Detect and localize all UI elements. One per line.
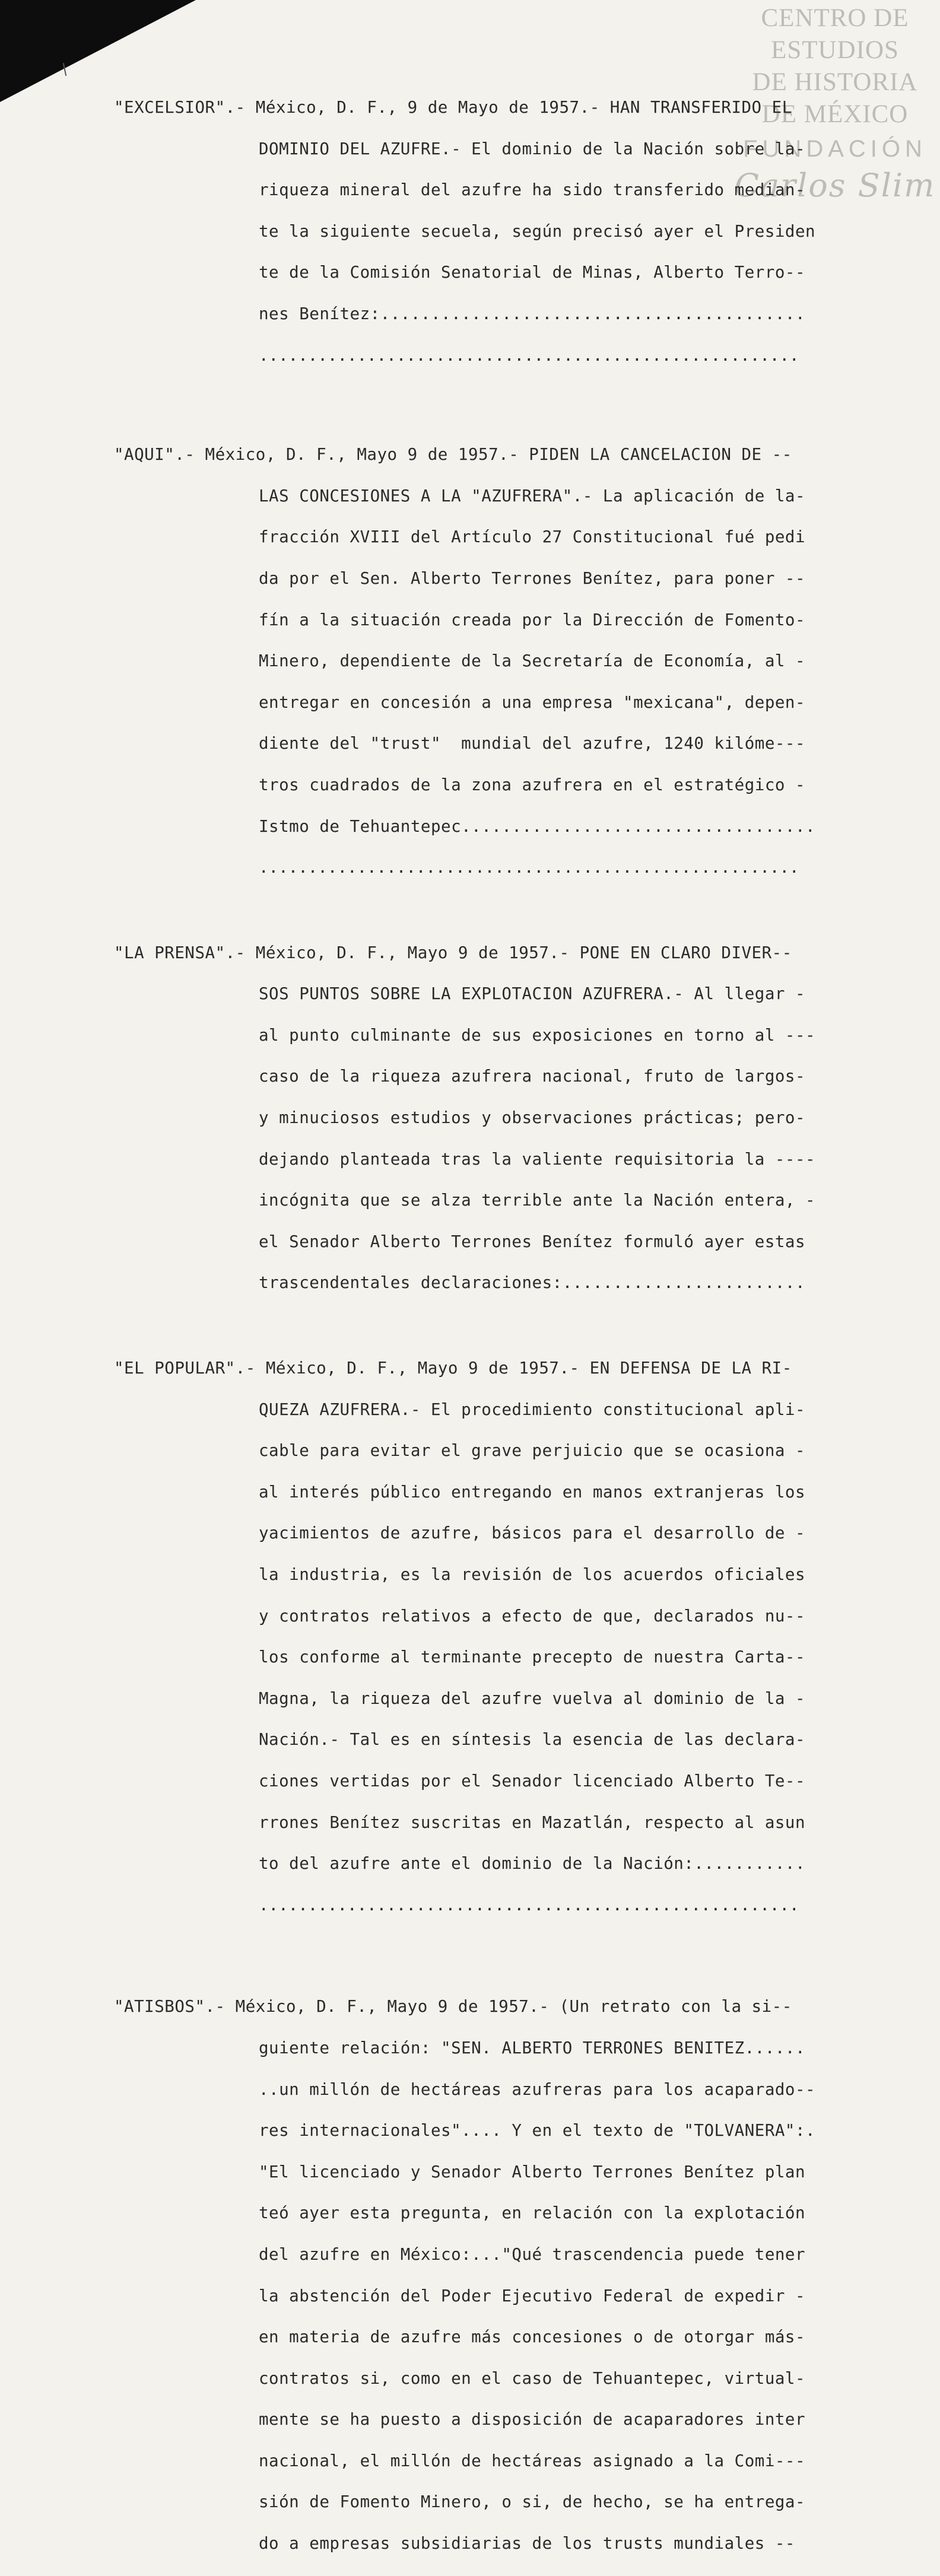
watermark-line: CENTRO DE — [761, 4, 909, 32]
entry-headline: "ATISBOS".- México, D. F., Mayo 9 de 1957.- (Un retrato con la si-- — [114, 1997, 792, 2017]
entry-text-line: del azufre en México:..."Qué trascendencia puede tener — [259, 2244, 806, 2264]
entry-text-line: Minero, dependiente de la Secretaría de Economía, al - — [259, 651, 806, 671]
watermark-signature: Carlos Slim — [734, 167, 936, 204]
entry-text-line: "El licenciado y Senador Alberto Terrones Benítez plan — [259, 2162, 806, 2181]
entry-text-line: los conforme al terminante precepto de nuestra Carta-- — [259, 1648, 806, 1667]
document-body — [0, 76, 940, 2576]
press-entry-aqui — [0, 423, 940, 900]
entry-text-line: la industria, es la revisión de los acuerdos oficiales — [259, 1565, 806, 1584]
watermark-line: ESTUDIOS — [771, 36, 899, 64]
entry-text-line: tros cuadrados de la zona azufrera en el estratégico - — [259, 775, 806, 794]
entry-text-line: te de la Comisión Senatorial de Minas, Alberto Terro-- — [259, 263, 806, 282]
entry-text-line: entregar en concesión a una empresa "mexicana", depen- — [259, 692, 806, 712]
entry-text-line: caso de la riqueza azufrera nacional, fruto de largos- — [259, 1067, 806, 1086]
entry-text-line: Magna, la riqueza del azufre vuelva al dominio de la - — [259, 1688, 806, 1708]
watermark-line: DE MÉXICO — [761, 100, 909, 128]
entry-text-line: ..un millón de hectáreas azufreras para los acaparado-- — [259, 2079, 816, 2099]
entry-text-line: LAS CONCESIONES A LA "AZUFRERA".- La aplicación de la- — [259, 486, 806, 505]
entry-headline: "EL POPULAR".- México, D. F., Mayo 9 de 1957.- EN DEFENSA DE LA RI- — [114, 1359, 792, 1378]
entry-text-line: Nación.- Tal es en síntesis la esencia de las declara- — [259, 1730, 806, 1750]
entry-text-line: el Senador Alberto Terrones Benítez formuló ayer estas — [259, 1232, 806, 1251]
entry-text-line: dejando planteada tras la valiente requisitoria la ---- — [259, 1149, 816, 1169]
entry-text-line: nes Benítez:.......................................... — [259, 304, 806, 323]
entry-text-line: sión de Fomento Minero, o si, de hecho, se ha entrega- — [259, 2492, 806, 2512]
entry-text-line: res internacionales".... Y en el texto de "TOLVANERA":. — [259, 2121, 816, 2141]
entry-text-line: al punto culminante de sus exposiciones en torno al --- — [259, 1025, 816, 1045]
entry-text-line: y contratos relativos a efecto de que, declarados nu-- — [259, 1606, 806, 1626]
entry-text-line: Istmo de Tehuantepec................................... — [259, 816, 816, 836]
entry-text-line: DOMINIO DEL AZUFRE.- El dominio de la Nación sobre la- — [259, 139, 806, 158]
entry-text-line: QUEZA AZUFRERA.- El procedimiento constitucional apli- — [259, 1400, 806, 1419]
dotted-separator: ....................................................... — [259, 858, 799, 877]
entry-headline: "EXCELSIOR".- México, D. F., 9 de Mayo de 1957.- HAN TRANSFERIDO EL — [114, 98, 792, 117]
entry-text-line: te la siguiente secuela, según precisó ayer el Presiden — [259, 221, 816, 241]
entry-text-line: en materia de azufre más concesiones o de otorgar más- — [259, 2327, 806, 2347]
entry-text-line: la abstención del Poder Ejecutivo Federal de expedir - — [259, 2286, 806, 2305]
entry-text-line: rrones Benítez suscritas en Mazatlán, respecto al asun — [259, 1812, 806, 1832]
entry-text-line: contratos si, como en el caso de Tehuantepec, virtual- — [259, 2368, 806, 2388]
entry-text-line: diente del "trust" mundial del azufre, 1240 kilóme--- — [259, 734, 806, 753]
entry-text-line: yacimientos de azufre, básicos para el desarrollo de - — [259, 1524, 806, 1543]
entry-text-line: teó ayer esta pregunta, en relación con la explotación — [259, 2203, 806, 2223]
dotted-separator: ....................................................... — [259, 345, 799, 365]
dotted-separator: ....................................................... — [259, 1895, 799, 1914]
entry-text-line: do a empresas subsidiarias de los trusts mundiales -- — [259, 2534, 795, 2553]
entry-text-line: SOS PUNTOS SOBRE LA EXPLOTACION AZUFRERA.- Al llegar - — [259, 984, 806, 1004]
watermark-foundation: FUNDACIÓN — [743, 136, 927, 162]
press-entry-atisbos — [0, 1975, 940, 2575]
entry-text-line: fín a la situación creada por la Dirección de Fomento- — [259, 610, 806, 629]
press-entry-la-prensa — [0, 921, 940, 1315]
entry-text-line: ciones vertidas por el Senador licenciado Alberto Te-- — [259, 1771, 806, 1791]
entry-text-line: nacional, el millón de hectáreas asignado a la Comi--- — [259, 2451, 806, 2470]
entry-text-line: al interés público entregando en manos extranjeras los — [259, 1482, 806, 1502]
entry-text-line: to del azufre ante el dominio de la Nación:........... — [259, 1854, 806, 1874]
entry-text-line: da por el Sen. Alberto Terrones Benítez, para poner -- — [259, 568, 806, 588]
entry-text-line: y minuciosos estudios y observaciones prácticas; pero- — [259, 1108, 806, 1128]
press-entry-excelsior — [0, 76, 940, 387]
entry-text-line: cable para evitar el grave perjuicio que se ocasiona - — [259, 1441, 806, 1461]
entry-headline: "AQUI".- México, D. F., Mayo 9 de 1957.- PIDEN LA CANCELACION DE -- — [114, 445, 792, 465]
entry-text-line: guiente relación: "SEN. ALBERTO TERRONES BENITEZ...... — [259, 2038, 806, 2057]
entry-text-line: incógnita que se alza terrible ante la Nación entera, - — [259, 1191, 816, 1210]
press-entry-el-popular — [0, 1337, 940, 1937]
entry-text-line: trascendentales declaraciones:........................ — [259, 1273, 806, 1293]
watermark-line: DE HISTORIA — [752, 68, 918, 96]
entry-headline: "LA PRENSA".- México, D. F., Mayo 9 de 1957.- PONE EN CLARO DIVER-- — [114, 943, 792, 962]
entry-text-line: fracción XVIII del Artículo 27 Constitucional fué pedi — [259, 527, 806, 547]
entry-text-line: mente se ha puesto a disposición de acaparadores inter — [259, 2410, 806, 2429]
entry-text-line: riqueza mineral del azufre ha sido transferido median- — [259, 180, 806, 200]
